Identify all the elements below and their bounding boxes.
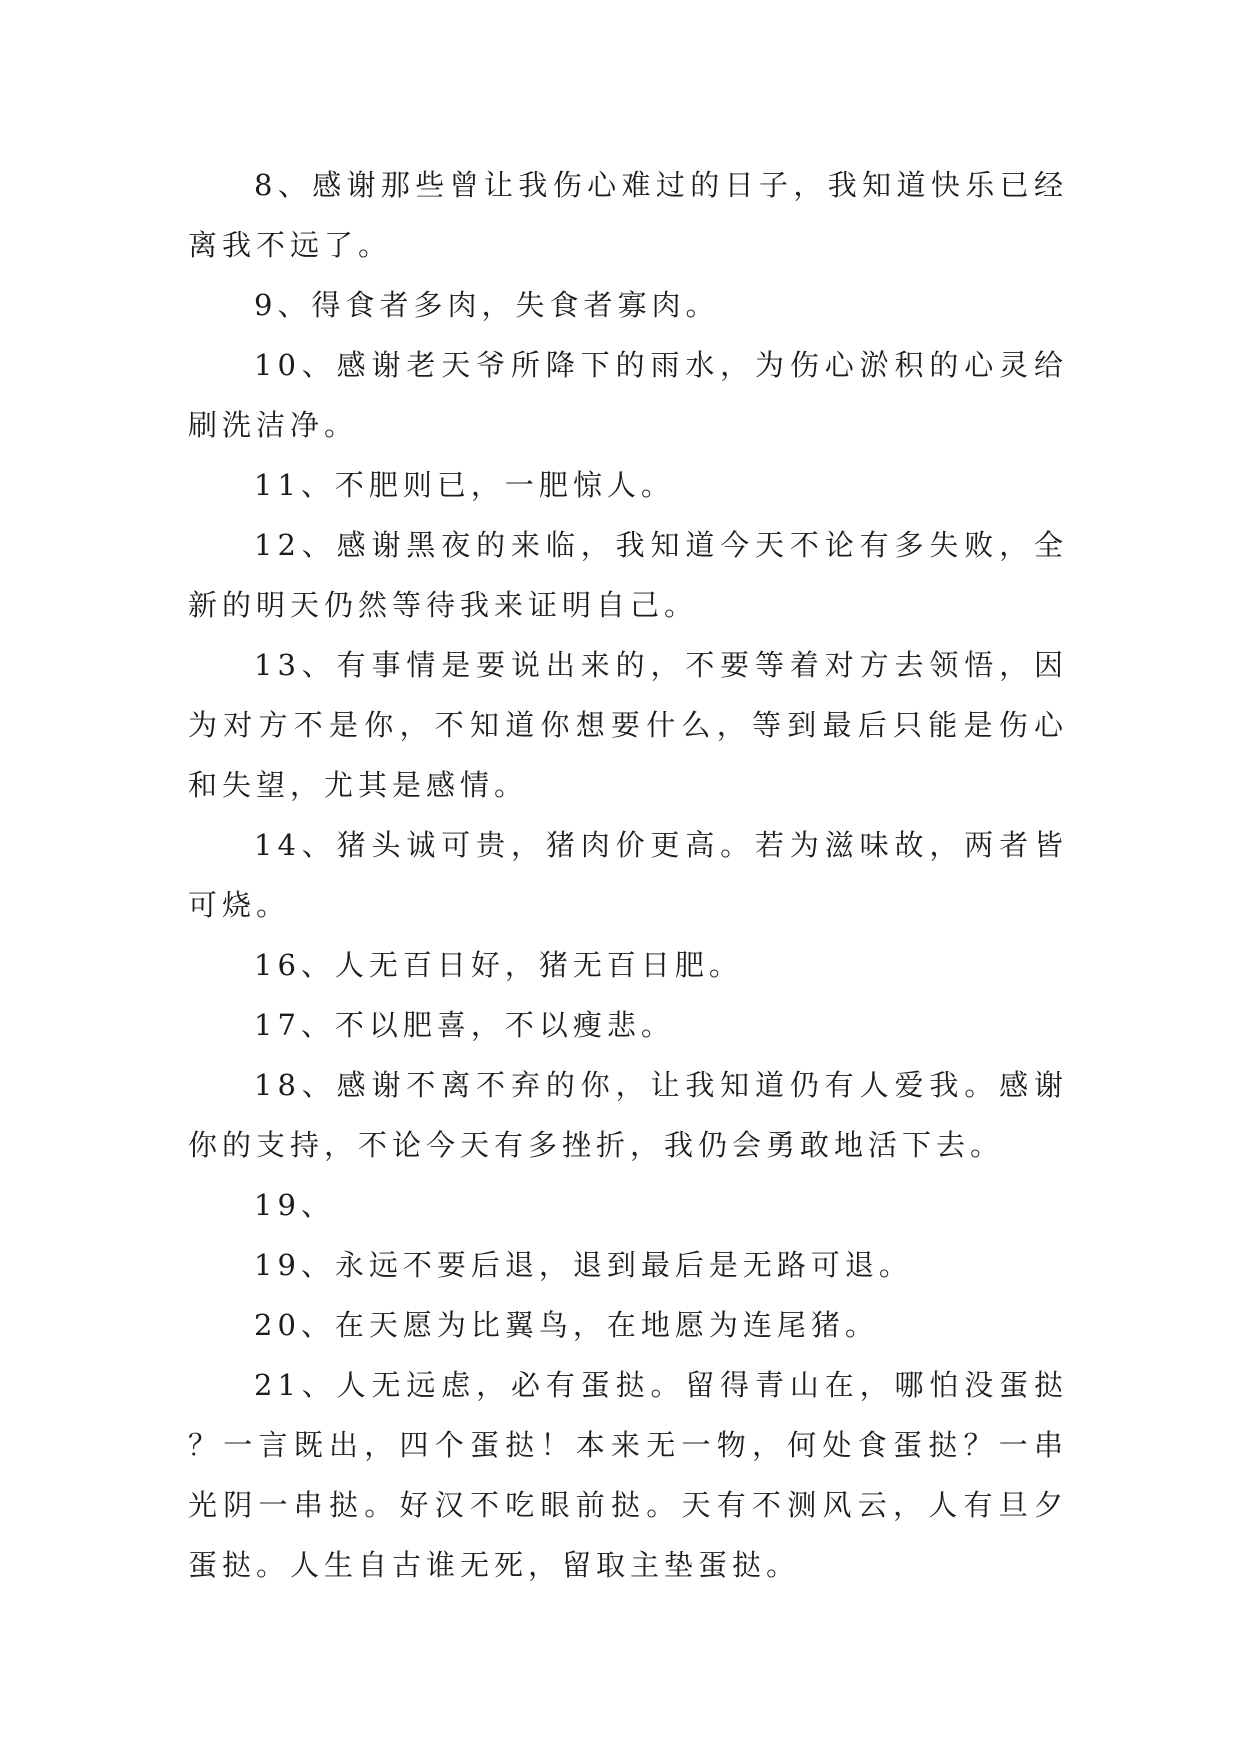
paragraph-item-20: 20、在天愿为比翼鸟，在地愿为连尾猪。 [254, 1308, 879, 1342]
paragraph-item-17: 17、不以肥喜，不以瘦悲。 [254, 1008, 675, 1042]
document-body [188, 155, 1068, 1595]
paragraph-item-19: 19、永远不要后退，退到最后是无路可退。 [254, 1248, 913, 1282]
paragraph-item-14: 14、猪头诚可贵，猪肉价更高。若为滋味故，两者皆可烧。 [188, 828, 1068, 922]
paragraph-item-12: 12、感谢黑夜的来临，我知道今天不论有多失败，全新的明天仍然等待我来证明自己。 [188, 528, 1068, 622]
paragraph-item-10: 10、感谢老天爷所降下的雨水，为伤心淤积的心灵给刷洗洁净。 [188, 348, 1068, 442]
paragraph-item-11: 11、不肥则已，一肥惊人。 [254, 468, 675, 502]
paragraph-item-19-empty: 19、 [254, 1188, 335, 1222]
paragraph-item-21: 21、人无远虑，必有蛋挞。留得青山在，哪怕没蛋挞？一言既出，四个蛋挞！本来无一物，何处食蛋挞？一串光阴一串挞。好汉不吃眼前挞。天有不测风云，人有旦夕蛋挞。人生自古谁无死，留取主垫蛋挞。 [188, 1368, 1068, 1582]
paragraph-item-18: 18、感谢不离不弃的你，让我知道仍有人爱我。感谢你的支持，不论今天有多挫折，我仍会勇敢地活下去。 [188, 1068, 1068, 1162]
paragraph-item-8: 8、感谢那些曾让我伤心难过的日子，我知道快乐已经离我不远了。 [188, 168, 1068, 262]
paragraph-item-9: 9、得食者多肉，失食者寡肉。 [254, 288, 720, 322]
paragraph-item-16: 16、人无百日好，猪无百日肥。 [254, 948, 743, 982]
paragraph-item-13: 13、有事情是要说出来的，不要等着对方去领悟，因为对方不是你，不知道你想要什么，等到最后只能是伤心和失望，尤其是感情。 [188, 648, 1068, 802]
